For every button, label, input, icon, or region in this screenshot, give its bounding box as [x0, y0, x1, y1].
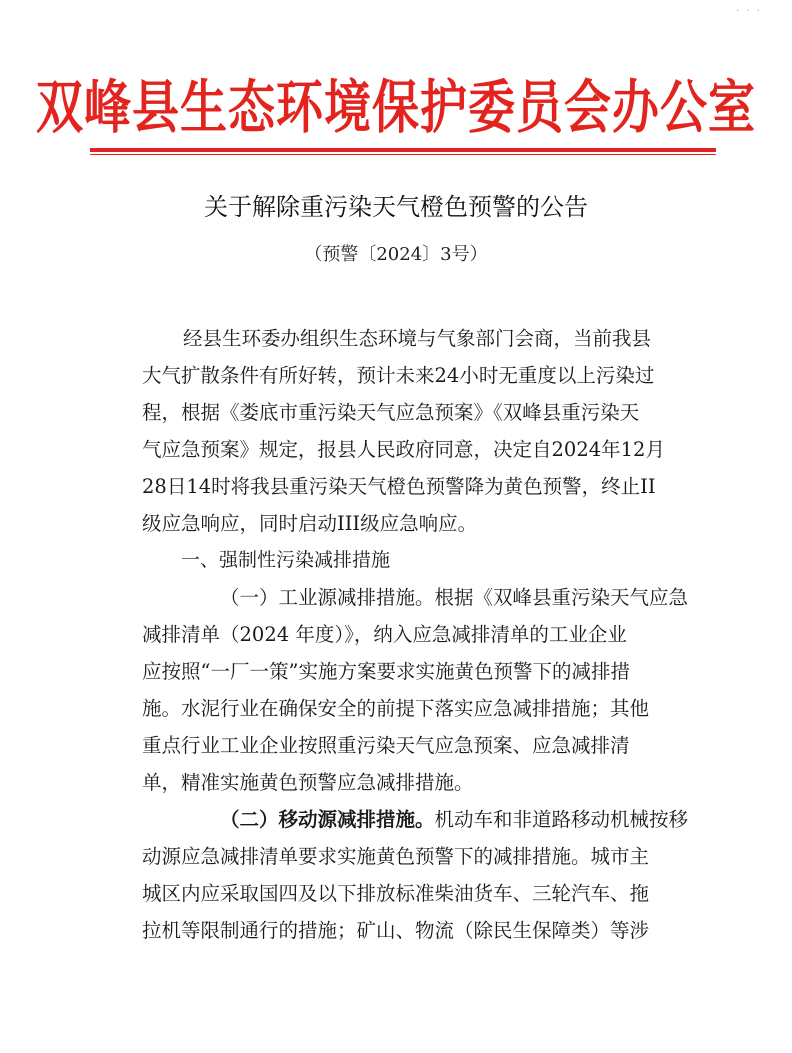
body-line: 28日14时将我县重污染天气橙色预警降为黄色预警，终止II	[142, 475, 656, 498]
corner-mark: · · ·	[736, 6, 762, 17]
masthead-rule-thin	[90, 154, 716, 155]
body-text: 机动车和非道路移动机械按移	[434, 808, 689, 831]
subsection-first-line	[142, 801, 687, 838]
body-line: 经县生环委办组织生态环境与气象部门会商，当前我县	[183, 327, 652, 350]
body-line: 城区内应采取国四及以下排放标准柴油货车、三轮汽车、拖	[142, 882, 650, 905]
section-heading: 一、强制性污染减排措施	[181, 549, 391, 571]
document-body	[142, 320, 687, 949]
subsection-label: （二）移动源减排措施。	[220, 808, 435, 831]
body-line: 程，根据《娄底市重污染天气应急预案》《双峰县重污染天	[142, 401, 640, 424]
masthead-rule	[90, 148, 716, 152]
body-line: 动源应急减排清单要求实施黄色预警下的减排措施。城市主	[142, 845, 650, 868]
body-text: 根据《双峰县重污染天气应急	[434, 586, 689, 609]
body-line: 重点行业工业企业按照重污染天气应急预案、应急减排清	[142, 734, 630, 757]
document-title: 关于解除重污染天气橙色预警的公告	[204, 193, 588, 221]
body-line: 应按照“一厂一策”实施方案要求实施黄色预警下的减排措	[142, 660, 630, 683]
body-line: 减排清单（2024 年度）》，纳入应急减排清单的工业企业	[142, 623, 627, 646]
document-number: （预警〔2024〕3号）	[304, 244, 488, 265]
masthead-title: 双峰县生态环境保护委员会办公室	[36, 74, 756, 142]
body-line: 拉机等限制通行的措施；矿山、物流（除民生保障类）等涉	[142, 919, 650, 942]
body-line: 大气扩散条件有所好转，预计未来24小时无重度以上污染过	[142, 364, 655, 387]
subsection-first-line	[142, 579, 687, 616]
body-line: 级应急响应，同时启动III级应急响应。	[142, 512, 478, 535]
body-line: 施。水泥行业在确保安全的前提下落实应急减排措施；其他	[142, 697, 650, 720]
body-line: 单，精准实施黄色预警应急减排措施。	[142, 771, 474, 794]
subsection-label: （一）工业源减排措施。	[220, 586, 435, 609]
body-line: 气应急预案》规定，报县人民政府同意，决定自2024年12月	[142, 438, 665, 461]
